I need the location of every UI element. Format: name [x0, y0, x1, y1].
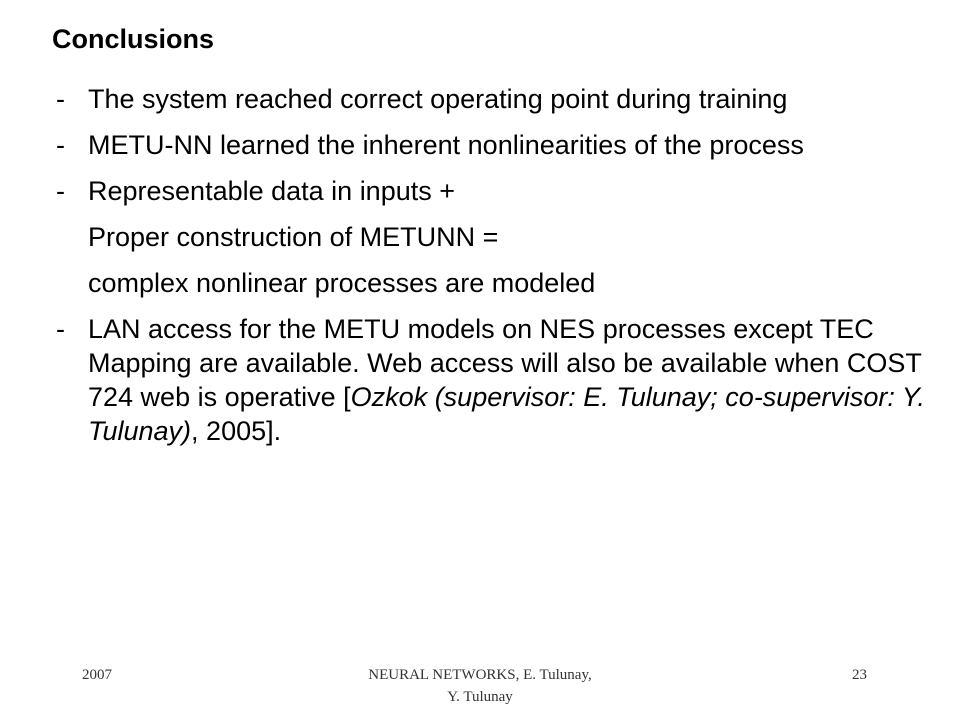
- bullet-dash: -: [56, 130, 65, 160]
- bullet-text-italic: Ozkok (supervisor: E. Tulunay; co-supervisor: Y. Tulunay): [88, 382, 925, 446]
- bullet-text: The system reached correct operating point during training: [88, 84, 788, 114]
- footer-year: 2007: [82, 667, 112, 683]
- bullet-item-1: [52, 82, 932, 116]
- bullet-list: [52, 82, 932, 460]
- bullet-dash: -: [56, 84, 65, 114]
- bullet-text-after: , 2005].: [191, 416, 282, 446]
- slide-title: Conclusions: [52, 24, 215, 54]
- bullet-continuation-2: complex nonlinear processes are modeled: [88, 268, 596, 298]
- bullet-dash: -: [56, 176, 65, 206]
- bullet-item-4: [52, 312, 932, 448]
- bullet-continuation-1: Proper construction of METUNN =: [88, 222, 499, 252]
- footer-center-line2: Y. Tulunay: [447, 689, 513, 705]
- bullet-item-3: [52, 174, 932, 208]
- footer-center-line1: NEURAL NETWORKS, E. Tulunay,: [368, 667, 592, 683]
- bullet-item-2: [52, 128, 932, 162]
- bullet-text-before: LAN access for the METU models on NES processes except TEC Mapping are available. Web access will also be available when COST 724 web is operative [: [88, 314, 922, 412]
- bullet-dash: -: [56, 314, 65, 344]
- footer-page-number: 23: [852, 667, 867, 683]
- bullet-text: METU-NN learned the inherent nonlinearities of the process: [88, 130, 804, 160]
- footer-center: [300, 664, 660, 708]
- bullet-text: Representable data in inputs +: [88, 176, 456, 206]
